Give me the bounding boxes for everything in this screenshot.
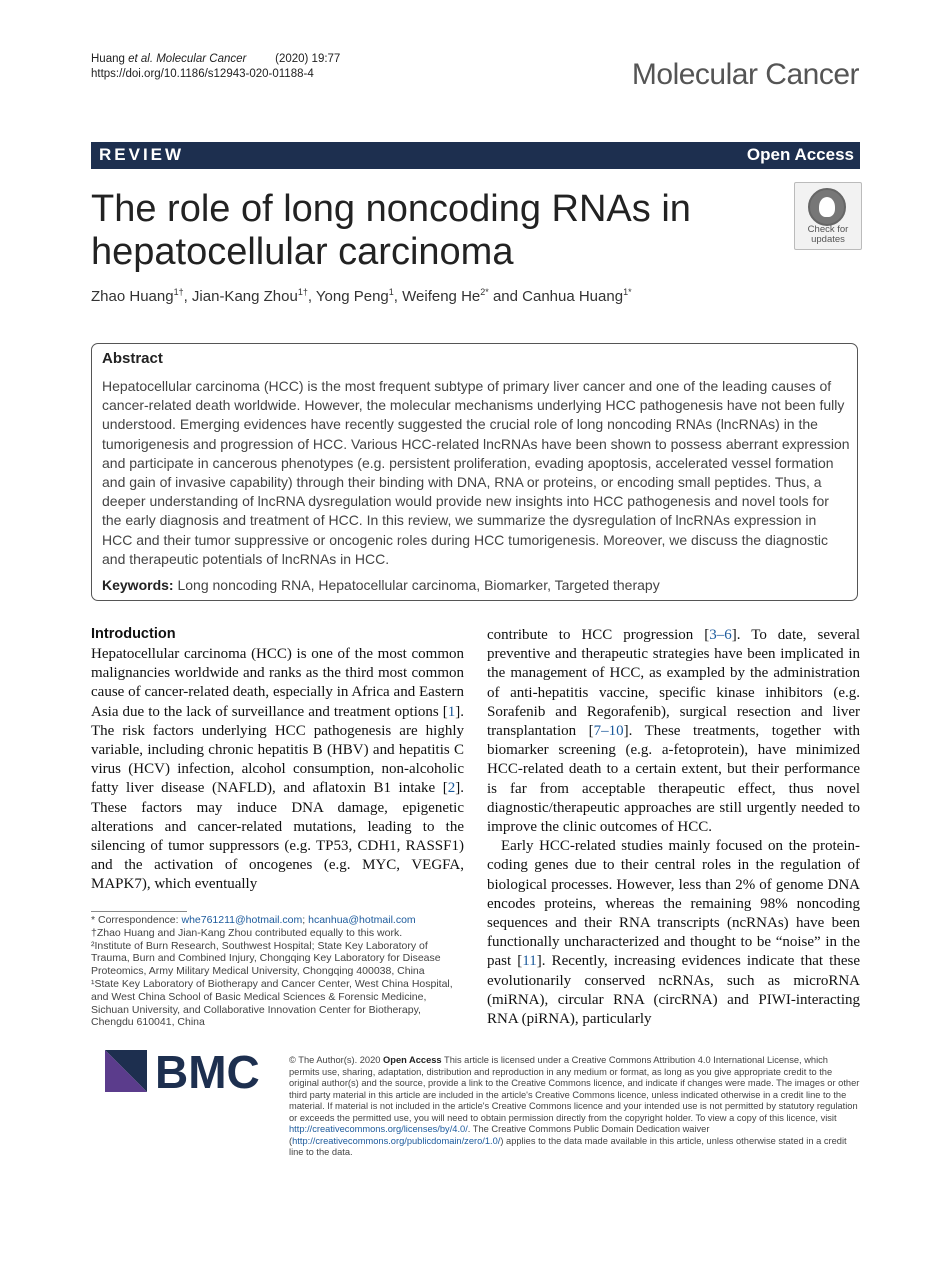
bmc-logo bbox=[105, 1050, 275, 1092]
affiliation: ²Institute of Burn Research, Southwest Hospital; State Key Laboratory of Trauma, Burn and Combined Injury, Chongqing Key Laboratory for Disease Proteomics, Army Military Medical University, Chongqing 400038, China bbox=[91, 939, 441, 978]
section-heading-introduction: Introduction bbox=[91, 626, 176, 642]
paragraph: contribute to HCC progression [3–6]. To date, several preventive and therapeutic strategies have been implicated in the management of HCC, as exampled by the administration of anti-hepatitis vaccine, specific kinase inhibitors (e.g. Sorafenib and Regorafenib), surgical resection and liver transplantation [7–10]. These treatments, together with biomarker screening (e.g. a-fetoprotein), have minimized HCC-related death to a certain extent, but their performance is far from acceptable therapeutic effect, thus novel diagnostic/therapeutic approaches are still urgently needed to improve the clinic outcomes of HCC. bbox=[487, 627, 861, 836]
author-name: Canhua Huang bbox=[522, 288, 624, 305]
license-link[interactable]: http://creativecommons.org/licenses/by/4.0/ bbox=[289, 1124, 468, 1134]
paragraph: Hepatocellular carcinoma (HCC) is one of the most common malignancies worldwide and ranks as the third most common cause of cancer-related death, especially in Africa and Eastern Asia due to the lack of surveillance and treatment options [1]. The risk factors underlying HCC pathogenesis are highly variable, including chronic hepatitis B (HBV) and hepatitis C virus (HCV) infection, alcohol consumption, non-alcoholic fatty liver disease (NAFLD), and aflatoxin B1 intake [2]. These factors may induce DNA damage, epigenetic alterations and cancer-related mutations, leading to the silencing of tumor suppressors (e.g. TP53, CDH1, RASSF1) and the activation of oncogenes (e.g. MYC, VEGFA, MAPK7), which eventually bbox=[91, 646, 464, 893]
equal-contribution-note: †Zhao Huang and Jian-Kang Zhou contributed equally to this work. bbox=[91, 926, 403, 939]
paragraph: Early HCC-related studies mainly focused on the protein-coding genes due to their central roles in the regulation of biological processes. However, less than 2% of genome DNA encodes proteins, whereas the remaining 98% noncoding sequences and their RNA transcripts (ncRNAs) have been functionally uncharacterized and thought to be “noise” in the past [11]. Recently, increasing evidences indicate that these evolutionarily conserved ncRNAs, such as microRNA (miRNA), circular RNA (circRNA) and PIWI-interacting RNA (piRNA), particularly bbox=[487, 838, 860, 1028]
license-text: © The Author(s). 2020 Open Access This article is licensed under a Creative Commons Attribution 4.0 International License, which permits use, sharing, adaptation, distribution and reproduction in any medium or format, as long as you give appropriate credit to the original author(s) and the source, provide a link to the Creative Commons licence, and indicate if changes were made. The images or other third party material in this article are included in the article's Creative Commons licence, unless indicated otherwise in a credit line to the material. If material is not included in the article's Creative Commons licence and your intended use is not permitted by statutory regulation or exceeds the permitted use, you will need to obtain permission directly from the copyright holder. To view a copy of this licence, visit http://creativecommons.org/licenses/by/4.0/. The Creative Commons Public Domain Dedication waiver (http://creativecommons.org/publicdomain/zero/1.0/) applies to the data made available in this article, unless otherwise stated in a credit line to the data. bbox=[289, 1055, 860, 1157]
citation: Huang et al. Molecular Cancer (2020) 19:77 bbox=[91, 53, 341, 65]
journal-title: Molecular Cancer bbox=[631, 58, 859, 91]
license-link[interactable]: http://creativecommons.org/publicdomain/zero/1.0/ bbox=[292, 1135, 501, 1146]
abstract-text: Hepatocellular carcinoma (HCC) is the most frequent subtype of primary liver cancer and one of the leading causes of cancer-related death worldwide. However, the molecular mechanisms underlying HCC pathogenesis have not been fully understood. Emerging evidences have recently suggested the crucial role of long noncoding RNAs (lncRNAs) in the tumorigenesis and progression of HCC. Various HCC-related lncRNAs have been shown to possess aberrant expression and participate in cancerous phenotypes (e.g. persistent proliferation, evading apoptosis, accelerated vessel formation and gain of invasive capability) through their binding with DNA, RNA or proteins, or encoding small peptides. Thus, a deeper understanding of lncRNA dysregulation would provide new insights into HCC pathogenesis and novel tools for the early diagnosis and treatment of HCC. In this review, we summarize the dysregulation of lncRNAs expression in HCC and their tumor suppressive or oncogenic roles during HCC tumorigenesis. Moreover, we discuss the diagnostic and therapeutic potentials of lncRNAs in HCC. bbox=[102, 378, 850, 567]
abstract-heading: Abstract bbox=[102, 350, 163, 367]
citation-link[interactable]: 1 bbox=[447, 703, 456, 720]
author-name: Jian-Kang Zhou bbox=[191, 288, 298, 305]
running-head bbox=[91, 52, 340, 82]
citation-link[interactable]: 11 bbox=[522, 953, 537, 970]
author-name: Yong Peng bbox=[315, 288, 389, 305]
article-type-banner bbox=[91, 142, 860, 169]
email-link[interactable]: whe761211@hotmail.com bbox=[181, 914, 303, 926]
affiliation: ¹State Key Laboratory of Biotherapy and Cancer Center, West China Hospital, and West China School of Basic Medical Sciences & Forensic Medicine, Sichuan University, and Collaborative Innovation Center for Biotherapy, Chengdu 610041, China bbox=[91, 977, 453, 1029]
bookmark-icon bbox=[808, 188, 846, 226]
article-type: REVIEW bbox=[99, 145, 185, 164]
open-access-label: Open Access bbox=[746, 145, 854, 164]
check-for-updates-button[interactable]: Check for updates bbox=[794, 182, 862, 250]
footnotes bbox=[91, 914, 464, 1029]
keywords: Keywords: Long noncoding RNA, Hepatocellular carcinoma, Biomarker, Targeted therapy bbox=[102, 577, 660, 593]
article-title: The role of long noncoding RNAs in hepatocellular carcinoma bbox=[91, 188, 691, 273]
author-name: Zhao Huang bbox=[91, 288, 174, 305]
email-link[interactable]: hcanhua@hotmail.com bbox=[308, 914, 416, 926]
bmc-logo-text: BMC bbox=[155, 1050, 260, 1092]
citation-link[interactable]: 7–10 bbox=[593, 723, 624, 740]
author-name: Weifeng He bbox=[402, 288, 481, 305]
doi-link[interactable]: https://doi.org/10.1186/s12943-020-01188-4 bbox=[91, 68, 314, 80]
citation-link[interactable]: 2 bbox=[447, 780, 456, 797]
correspondence: * Correspondence: whe761211@hotmail.com; hcanhua@hotmail.com bbox=[91, 914, 416, 926]
body-column-right bbox=[487, 626, 860, 1029]
footnote-divider bbox=[91, 911, 187, 912]
author-list: Zhao Huang$^{1\dagger}$, Jian-Kang Zhou$^{1\dagger}$, Yong Peng$^1$, Weifeng $He^{2*}$ and Canhua Huang$^{1*}$ bbox=[91, 287, 632, 305]
citation-link[interactable]: 3–6 bbox=[709, 627, 732, 643]
body-column-left bbox=[91, 645, 464, 895]
abstract-box bbox=[91, 343, 858, 601]
